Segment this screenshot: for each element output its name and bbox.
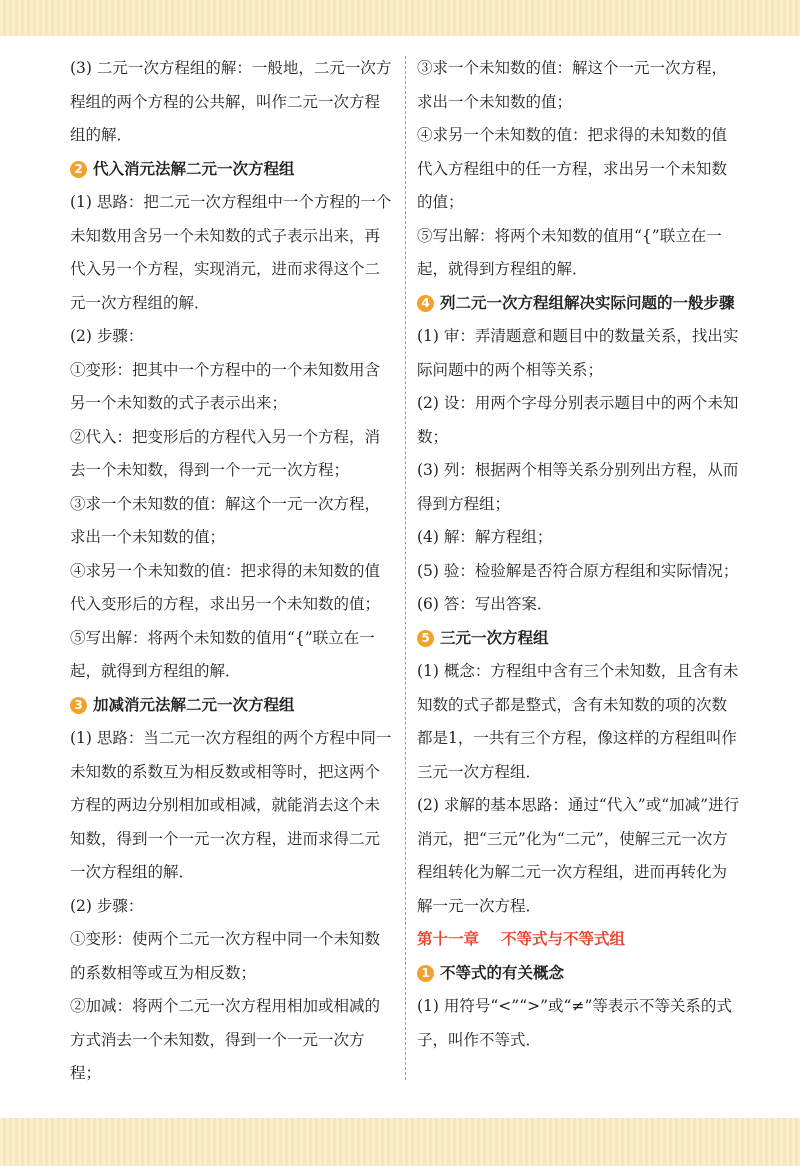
right-column [417, 52, 742, 1057]
paragraph-three-variable-concept: (1) 概念：方程组中含有三个未知数，且含有未知数的式子都是整式，含有未知数的项的次数都是1，一共有三个方程，像这样的方程组叫作三元一次方程组． [417, 662, 739, 781]
step-item: (4) 解：解方程组； [417, 528, 553, 546]
section-number-badge: 2 [70, 161, 87, 178]
step-item: ②代入：把变形后的方程代入另一个方程，消去一个未知数，得到一个一元一次方程； [70, 427, 381, 479]
top-decorative-band [0, 0, 800, 36]
step-item: ①变形：使两个二元一次方程中同一个未知数的系数相等或互为相反数； [70, 930, 381, 982]
step-item: ⑤写出解：将两个未知数的值用“{”联立在一起，就得到方程组的解． [417, 226, 722, 278]
paragraph-steps-label: (2) 步骤： [70, 327, 144, 345]
step-item: ④求另一个未知数的值：把求得的未知数的值代入方程组中的任一方程，求出另一个未知数的值； [417, 126, 728, 211]
section-number-badge: 5 [417, 630, 434, 647]
section-title: 代入消元法解二元一次方程组 [93, 159, 295, 178]
step-item: ⑤写出解：将两个未知数的值用“{”联立在一起，就得到方程组的解． [70, 628, 375, 680]
bottom-decorative-band [0, 1118, 800, 1166]
step-item: (2) 设：用两个字母分别表示题目中的两个未知数； [417, 394, 739, 446]
paragraph-substitution-idea: (1) 思路：把二元一次方程组中一个方程的一个未知数用含另一个未知数的式子表示出来，再代入另一个方程，实现消元，进而求得这个二元一次方程组的解． [70, 193, 392, 312]
step-item: ③求一个未知数的值：解这个一元一次方程，求出一个未知数的值； [70, 494, 381, 546]
section-heading-three-variable [417, 622, 742, 656]
section-title: 三元一次方程组 [440, 628, 549, 647]
step-item: ③求一个未知数的值：解这个一元一次方程，求出一个未知数的值； [417, 59, 728, 111]
section-heading-substitution [70, 153, 392, 187]
chapter-title: 不等式与不等式组 [501, 930, 626, 948]
paragraph-inequality-definition: (1) 用符号“<”“>”或“≠”等表示不等关系的式子，叫作不等式． [417, 997, 732, 1049]
step-item: (3) 列：根据两个相等关系分别列出方程，从而得到方程组； [417, 461, 739, 513]
chapter-label: 第十一章 [417, 930, 480, 948]
paragraph-steps-label: (2) 步骤： [70, 896, 144, 915]
step-item: ④求另一个未知数的值：把求得的未知数的值代入变形后的方程，求出另一个未知数的值； [70, 561, 381, 613]
step-item: (1) 审：弄清题意和题目中的数量关系，找出实际问题中的两个相等关系； [417, 327, 739, 379]
section-title: 列二元一次方程组解决实际问题的一般步骤 [440, 293, 735, 312]
section-number-badge: 1 [417, 965, 434, 982]
step-item: ②加减：将两个二元一次方程用相加或相减的方式消去一个未知数，得到一个一元一次方程； [70, 997, 381, 1082]
left-column [70, 52, 392, 1091]
paragraph-three-variable-idea: (2) 求解的基本思路：通过“代入”或“加减”进行消元，把“三元”化为“二元”，使解三元一次方程组转化为解二元一次方程组，进而再转化为解一元一次方程． [417, 796, 740, 915]
chapter-heading [417, 923, 742, 957]
paragraph-elimination-idea: (1) 思路：当二元一次方程组的两个方程中同一未知数的系数互为相反数或相等时，把这两个方程的两边分别相加或相减，就能消去这个未知数，得到一个一元一次方程，进而求得二元一次方程组的解． [70, 729, 392, 881]
step-item: ①变形：把其中一个方程中的一个未知数用含另一个未知数的式子表示出来； [70, 360, 381, 412]
section-number-badge: 3 [70, 697, 87, 714]
section-heading-inequality-concepts [417, 957, 742, 991]
section-heading-word-problems [417, 287, 742, 321]
paragraph-solution-definition: (3) 二元一次方程组的解：一般地，二元一次方程组的两个方程的公共解，叫作二元一次方程组的解． [70, 59, 392, 144]
step-item: (5) 验：检验解是否符合原方程组和实际情况； [417, 561, 739, 580]
section-title: 加减消元法解二元一次方程组 [93, 695, 295, 714]
section-number-badge: 4 [417, 295, 434, 312]
section-heading-elimination [70, 689, 392, 723]
step-item: (6) 答：写出答案． [417, 595, 553, 613]
column-divider [405, 56, 406, 1080]
section-title: 不等式的有关概念 [440, 963, 565, 982]
